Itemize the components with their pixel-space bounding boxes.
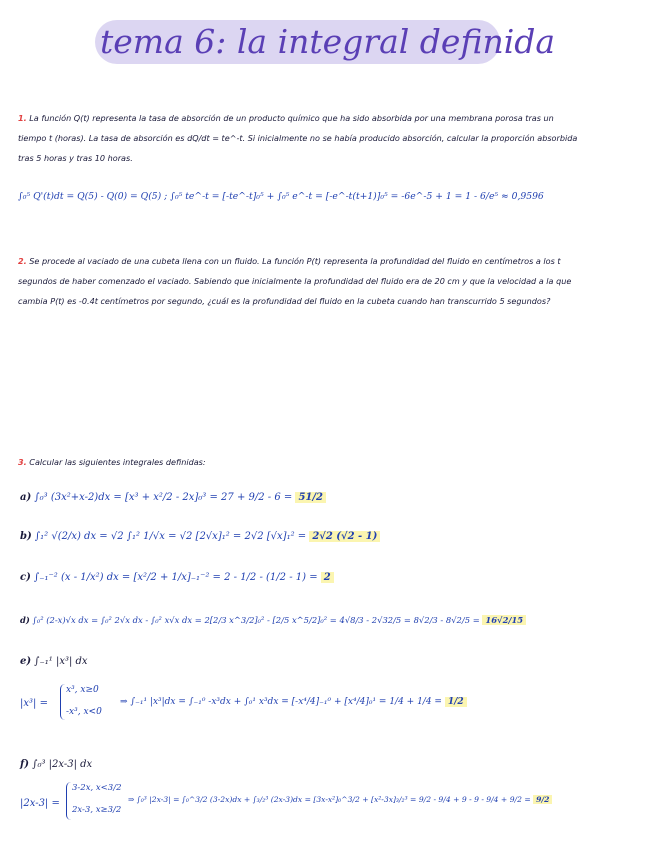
exercise-label: a) (20, 492, 32, 503)
exercise-f-title (20, 755, 92, 775)
problem-number: 2. (18, 256, 27, 266)
exercise-f-solution (128, 790, 552, 810)
exercise-result: 16√2/15 (482, 615, 526, 625)
exercise-result: 1/2 (445, 697, 467, 707)
exercise-result: 2 (321, 572, 334, 583)
piece-case-2: -x³, x<0 (66, 707, 102, 717)
exercise-result: 9/2 (533, 795, 552, 804)
problem-number: 1. (18, 113, 27, 123)
piece-case-1: 3-2x, x<3/2 (72, 783, 122, 793)
exercise-e-solution (120, 692, 467, 712)
problem-heading: Calcular las siguientes integrales definidas: (29, 457, 206, 467)
exercise-equation: ∫₋₁⁻² (x - 1/x²) dx = [x²/2 + 1/x]₋₁⁻² = 2 - 1/2 - (1/2 - 1) = (34, 572, 318, 583)
problem-number: 3. (18, 457, 27, 467)
brace (60, 684, 65, 720)
piece-case-1: x³, x≥0 (66, 685, 99, 695)
exercise-label: e) (20, 656, 32, 667)
exercise-label: b) (20, 531, 32, 542)
exercise-a (20, 488, 326, 508)
exercise-e-piecewise-lhs: |x³| = (20, 698, 48, 709)
exercise-label: c) (20, 572, 31, 583)
problem-3 (18, 452, 580, 472)
exercise-b (20, 527, 380, 547)
exercise-integral: ∫₋₁¹ |x³| dx (34, 656, 88, 667)
exercise-c (20, 568, 334, 588)
exercise-equation: ⇒ ∫₋₁¹ |x³|dx = ∫₋₁⁰ -x³dx + ∫₀¹ x³dx = [-x⁴/4]₋₁⁰ + [x⁴/4]₀¹ = 1/4 + 1/4 = (120, 697, 442, 707)
exercise-equation: ∫₀² (2-x)√x dx = ∫₀² 2√x dx - ∫₀² x√x dx = 2[2/3 x^3/2]₀² - [2/5 x^5/2]₀² = 4√8/3 - 2√32/5 = 8√2/3 - 8√2/5 = (32, 615, 480, 625)
piece-case-2: 2x-3, x≥3/2 (72, 805, 122, 815)
brace (66, 782, 71, 820)
exercise-result: 51/2 (295, 492, 326, 503)
exercise-integral: ∫₀³ |2x-3| dx (32, 759, 93, 770)
exercise-label: f) (20, 759, 30, 770)
exercise-equation: ∫₀³ (3x²+x-2)dx = [x³ + x²/2 - 2x]₀³ = 27 + 9/2 - 6 = (34, 492, 293, 503)
page-title: tema 6: la integral definida (100, 22, 556, 61)
exercise-equation: ⇒ ∫₀³ |2x-3| = ∫₀^3/2 (3-2x)dx + ∫₃/₂³ (2x-3)dx = [3x-x²]₀^3/2 + [x²-3x]₃/₂³ = 9/2 - 9/4 + 9 - 9 - 9/4 + 9/2 = (128, 795, 531, 804)
problem-text: Se procede al vaciado de una cubeta llena con un fluido. La función P(t) representa la profundidad del fluido en centímetros a los t segundos de haber comenzado el vaciado. Sabiendo que inicialmente la profundidad del fluido era de 20 cm y que la velocidad a la que cambia P(t) es -0.4t centímetros por segundo, ¿cuál es la profundidad del fluido en la cubeta cuando han transcurrido 5 segundos? (18, 256, 572, 306)
exercise-d (20, 610, 526, 630)
problem-2 (18, 251, 580, 311)
exercise-equation: ∫₁² √(2/x) dx = √2 ∫₁² 1/√x = √2 [2√x]₁² = 2√2 [√x]₁² = (34, 531, 307, 542)
problem-1 (18, 108, 580, 168)
exercise-label: d) (20, 615, 30, 625)
exercise-f-piecewise-lhs: |2x-3| = (20, 798, 60, 809)
exercise-result: 2√2 (√2 - 1) (309, 531, 380, 542)
problem-1-solution: ∫₀⁵ Q'(t)dt = Q(5) - Q(0) = Q(5) ; ∫₀⁵ te^-t = [-te^-t]₀⁵ + ∫₀⁵ e^-t = [-e^-t(t+1)]₀⁵ = -6e^-5 + 1 = 1 - 6/e⁵ ≈ 0,9596 (18, 191, 544, 202)
exercise-e-title (20, 652, 88, 672)
problem-text: La función Q(t) representa la tasa de absorción de un producto químico que ha sido absorbida por una membrana porosa tras un tiempo t (horas). La tasa de absorción es dQ/dt = te^-t. Si inicialmente no se había producido absorción, calcular la proporción absorbida tras 5 horas y tras 10 horas. (18, 113, 578, 163)
